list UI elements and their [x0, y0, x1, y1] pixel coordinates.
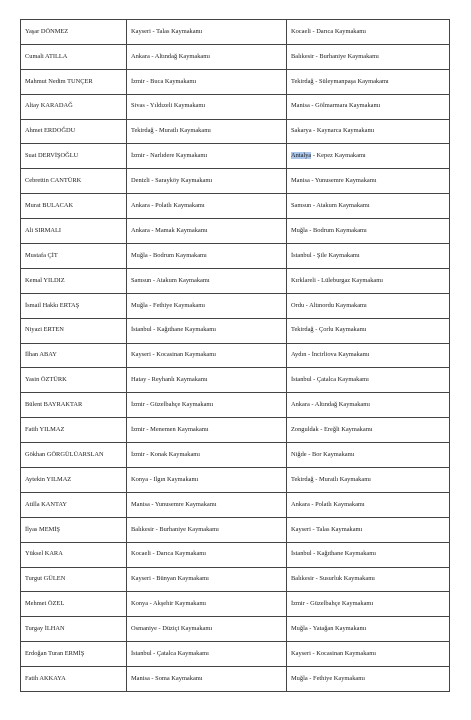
- new-post-cell: Sakarya - Kaynarca Kaymakamı: [287, 119, 450, 144]
- new-post-cell: Zonguldak - Ereğli Kaymakamı: [287, 418, 450, 443]
- table-row: [21, 119, 450, 144]
- person-name-cell: Erdoğan Turan ERMİŞ: [21, 642, 127, 667]
- person-name-cell: İsmail Hakkı ERTAŞ: [21, 293, 127, 318]
- current-post-cell: Tekirdağ - Muratlı Kaymakamı: [127, 119, 287, 144]
- person-name-cell: Mehmet ÖZEL: [21, 592, 127, 617]
- new-post-cell: Niğde - Bor Kaymakamı: [287, 443, 450, 468]
- person-name-cell: İlhan ABAY: [21, 343, 127, 368]
- table-row: [21, 194, 450, 219]
- current-post-cell: Ankara - Polatlı Kaymakamı: [127, 194, 287, 219]
- person-name-cell: Yasin ÖZTÜRK: [21, 368, 127, 393]
- current-post-cell: Kocaeli - Darıca Kaymakamı: [127, 542, 287, 567]
- current-post-cell: Kayseri - Talas Kaymakamı: [127, 20, 287, 45]
- table-row: [21, 418, 450, 443]
- table-row: [21, 617, 450, 642]
- new-post-cell: Balıkesir - Burhaniye Kaymakamı: [287, 44, 450, 69]
- table-row: [21, 468, 450, 493]
- new-post-cell: İstanbul - Kağıthane Kaymakamı: [287, 542, 450, 567]
- new-post-cell: Ordu - Altınordu Kaymakamı: [287, 293, 450, 318]
- table-row: [21, 393, 450, 418]
- current-post-cell: İzmir - Buca Kaymakamı: [127, 69, 287, 94]
- table-row: [21, 667, 450, 692]
- current-post-cell: Kayseri - Bünyan Kaymakamı: [127, 567, 287, 592]
- person-name-cell: Cumali ATILLA: [21, 44, 127, 69]
- person-name-cell: Gökhan GÖRGÜLÜARSLAN: [21, 443, 127, 468]
- table-row: [21, 492, 450, 517]
- new-post-cell: Kocaeli - Darıca Kaymakamı: [287, 20, 450, 45]
- current-post-cell: Balıkesir - Burhaniye Kaymakamı: [127, 517, 287, 542]
- table-row: [21, 542, 450, 567]
- person-name-cell: Ali SIRMALI: [21, 219, 127, 244]
- table-row: [21, 368, 450, 393]
- table-row: [21, 169, 450, 194]
- current-post-cell: İstanbul - Çatalca Kaymakamı: [127, 642, 287, 667]
- person-name-cell: Ahmet ERDOĞDU: [21, 119, 127, 144]
- new-post-cell: Muğla - Fethiye Kaymakamı: [287, 667, 450, 692]
- new-post-cell: Muğla - Bodrum Kaymakamı: [287, 219, 450, 244]
- new-post-cell: Manisa - Yunusemre Kaymakamı: [287, 169, 450, 194]
- new-post-cell: Kayseri - Kocasinan Kaymakamı: [287, 642, 450, 667]
- table-row: [21, 592, 450, 617]
- new-post-cell: İstanbul - Çatalca Kaymakamı: [287, 368, 450, 393]
- person-name-cell: İlyas MEMİŞ: [21, 517, 127, 542]
- person-name-cell: Bülent BAYRAKTAR: [21, 393, 127, 418]
- new-post-cell: Ankara - Altındağ Kaymakamı: [287, 393, 450, 418]
- person-name-cell: Mahmut Nedim TUNÇER: [21, 69, 127, 94]
- table-row: [21, 642, 450, 667]
- current-post-cell: Kayseri - Kocasinan Kaymakamı: [127, 343, 287, 368]
- person-name-cell: Aytekin YILMAZ: [21, 468, 127, 493]
- person-name-cell: Murat BULACAK: [21, 194, 127, 219]
- current-post-cell: Samsun - Atakum Kaymakamı: [127, 268, 287, 293]
- new-post-cell: Kırklareli - Lüleburgaz Kaymakamı: [287, 268, 450, 293]
- appointment-table: [20, 19, 450, 692]
- person-name-cell: Kemal YILDIZ: [21, 268, 127, 293]
- current-post-cell: Konya - Ilgın Kaymakamı: [127, 468, 287, 493]
- new-post-cell: İstanbul - Şile Kaymakamı: [287, 244, 450, 269]
- current-post-cell: Osmaniye - Düziçi Kaymakamı: [127, 617, 287, 642]
- current-post-cell: Denizli - Sarayköy Kaymakamı: [127, 169, 287, 194]
- current-post-cell: Hatay - Reyhanlı Kaymakamı: [127, 368, 287, 393]
- new-post-cell: Kayseri - Talas Kaymakamı: [287, 517, 450, 542]
- current-post-cell: Muğla - Fethiye Kaymakamı: [127, 293, 287, 318]
- table-row: [21, 293, 450, 318]
- table-row: [21, 443, 450, 468]
- new-post-text: - Kepez Kaymakamı: [311, 152, 366, 160]
- new-post-cell: [287, 144, 450, 169]
- current-post-cell: İzmir - Konak Kaymakamı: [127, 443, 287, 468]
- current-post-cell: Manisa - Soma Kaymakamı: [127, 667, 287, 692]
- person-name-cell: Fatih YILMAZ: [21, 418, 127, 443]
- new-post-cell: Tekirdağ - Çorlu Kaymakamı: [287, 318, 450, 343]
- table-row: [21, 69, 450, 94]
- table-row: [21, 144, 450, 169]
- table-row: [21, 20, 450, 45]
- new-post-cell: Tekirdağ - Süleymanpaşa Kaymakamı: [287, 69, 450, 94]
- table-row: [21, 219, 450, 244]
- new-post-cell: Balıkesir - Susurluk Kaymakamı: [287, 567, 450, 592]
- person-name-cell: Altay KARADAĞ: [21, 94, 127, 119]
- person-name-cell: Fatih AKKAYA: [21, 667, 127, 692]
- new-post-cell: Muğla - Yatağan Kaymakamı: [287, 617, 450, 642]
- new-post-cell: Ankara - Polatlı Kaymakamı: [287, 492, 450, 517]
- person-name-cell: Turgut GÜLEN: [21, 567, 127, 592]
- person-name-cell: Cebrettin CANTÜRK: [21, 169, 127, 194]
- person-name-cell: Yüksel KARA: [21, 542, 127, 567]
- current-post-cell: Ankara - Altındağ Kaymakamı: [127, 44, 287, 69]
- highlighted-text: Antalya: [291, 152, 312, 160]
- new-post-cell: Tekirdağ - Muratlı Kaymakamı: [287, 468, 450, 493]
- person-name-cell: Suat DERVİŞOĞLU: [21, 144, 127, 169]
- person-name-cell: Mustafa ÇİT: [21, 244, 127, 269]
- person-name-cell: Atilla KANTAY: [21, 492, 127, 517]
- table-row: [21, 517, 450, 542]
- table-row: [21, 318, 450, 343]
- new-post-cell: Aydın - İncirliova Kaymakamı: [287, 343, 450, 368]
- new-post-cell: Manisa - Gölmarmara Kaymakamı: [287, 94, 450, 119]
- new-post-cell: Samsun - Atakum Kaymakamı: [287, 194, 450, 219]
- current-post-cell: İzmir - Narlıdere Kaymakamı: [127, 144, 287, 169]
- current-post-cell: Konya - Akşehir Kaymakamı: [127, 592, 287, 617]
- table-row: [21, 94, 450, 119]
- table-row: [21, 268, 450, 293]
- current-post-cell: Muğla - Bodrum Kaymakamı: [127, 244, 287, 269]
- current-post-cell: İstanbul - Kağıthane Kaymakamı: [127, 318, 287, 343]
- person-name-cell: Niyazi ERTEN: [21, 318, 127, 343]
- table-row: [21, 44, 450, 69]
- current-post-cell: İzmir - Güzelbahçe Kaymakamı: [127, 393, 287, 418]
- table-row: [21, 244, 450, 269]
- table-row: [21, 343, 450, 368]
- appointment-table-body: [21, 20, 450, 692]
- new-post-cell: İzmir - Güzelbahçe Kaymakamı: [287, 592, 450, 617]
- person-name-cell: Turgay İLHAN: [21, 617, 127, 642]
- table-row: [21, 567, 450, 592]
- current-post-cell: Manisa - Yunusemre Kaymakamı: [127, 492, 287, 517]
- current-post-cell: Ankara - Mamak Kaymakamı: [127, 219, 287, 244]
- current-post-cell: Sivas - Yıldızeli Kaymakamı: [127, 94, 287, 119]
- person-name-cell: Yaşar DÖNMEZ: [21, 20, 127, 45]
- current-post-cell: İzmir - Menemen Kaymakamı: [127, 418, 287, 443]
